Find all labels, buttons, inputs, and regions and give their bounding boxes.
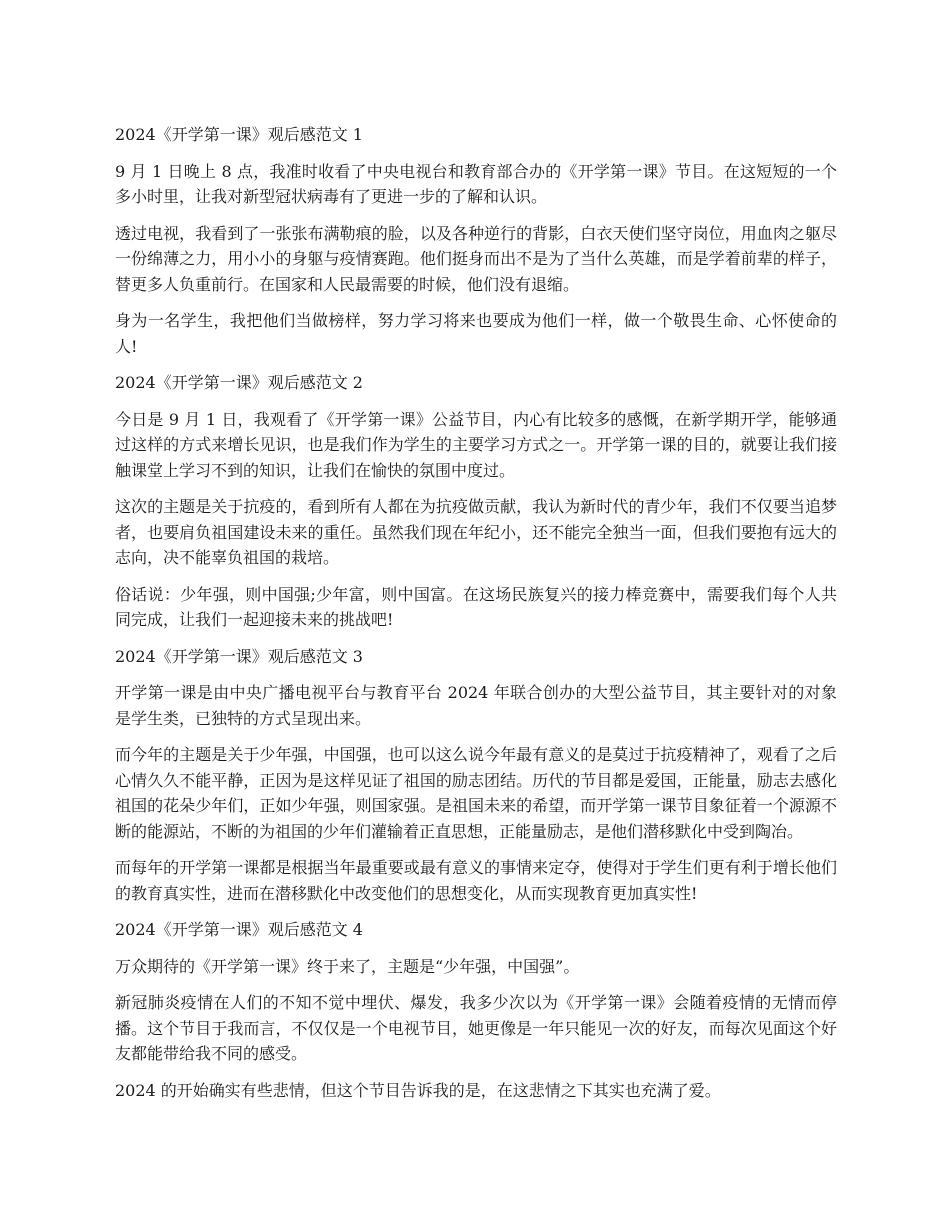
paragraph: 2024 的开始确实有些悲情，但这个节目告诉我的是，在这悲情之下其实也充满了爱。 <box>115 1080 721 1100</box>
essay-section-2 <box>115 370 837 633</box>
section-title: 2024《开学第一课》观后感范文 3 <box>115 646 363 666</box>
paragraph: 这次的主题是关于抗疫的，看到所有人都在为抗疫做贡献，我认为新时代的青少年，我们不仅要当追梦者，也要肩负祖国建设未来的重任。虽然我们现在年纪小，还不能完全独当一面，但我们要抱有远大的志向，决不能辜负祖国的栽培。 <box>115 497 837 567</box>
paragraph: 而今年的主题是关于少年强，中国强，也可以这么说今年最有意义的是莫过于抗疫精神了，观看了之后心情久久不能平静，正因为是这样见证了祖国的励志团结。历代的节目都是爱国，正能量，励志去感化祖国的花朵少年们，正如少年强，则国家强。是祖国未来的希望，而开学第一课节目象征着一个源源不断的能源站，不断的为祖国的少年们灌输着正直思想，正能量励志，是他们潜移默化中受到陶冶。 <box>115 745 837 841</box>
paragraph: 今日是 9 月 1 日，我观看了《开学第一课》公益节目，内心有比较多的感慨，在新学期开学，能够通过这样的方式来增长见识，也是我们作为学生的主要学习方式之一。开学第一课的目的，就要让我们接触课堂上学习不到的知识，让我们在愉快的氛围中度过。 <box>115 409 837 480</box>
section-title: 2024《开学第一课》观后感范文 2 <box>115 373 363 392</box>
paragraph: 开学第一课是由中央广播电视平台与教育平台 2024 年联合创办的大型公益节目，其主要针对的对象是学生类，已独特的方式呈现出来。 <box>115 683 837 728</box>
essay-section-4 <box>115 917 837 1103</box>
paragraph: 而每年的开学第一课都是根据当年最重要或最有意义的事情来定夺，使得对于学生们更有利于增长他们的教育真实性，进而在潜移默化中改变他们的思想变化，从而实现教育更加真实性! <box>115 858 837 903</box>
essay-section-1 <box>115 122 837 359</box>
paragraph: 身为一名学生，我把他们当做榜样，努力学习将来也要成为他们一样，做一个敬畏生命、心怀使命的人! <box>115 311 837 356</box>
section-title: 2024《开学第一课》观后感范文 1 <box>115 125 363 144</box>
section-title: 2024《开学第一课》观后感范文 4 <box>115 920 363 939</box>
paragraph: 新冠肺炎疫情在人们的不知不觉中埋伏、爆发，我多少次以为《开学第一课》会随着疫情的无情而停播。这个节目于我而言，不仅仅是一个电视节目，她更像是一年只能见一次的好友，而每次见面这个好友都能带给我不同的感受。 <box>115 993 837 1063</box>
paragraph: 9 月 1 日晚上 8 点，我准时收看了中央电视台和教育部合办的《开学第一课》节目。在这短短的一个多小时里，让我对新型冠状病毒有了更进一步的了解和认识。 <box>115 161 837 206</box>
paragraph: 俗话说：少年强，则中国强;少年富，则中国富。在这场民族复兴的接力棒竞赛中，需要我们每个人共同完成，让我们一起迎接未来的挑战吧! <box>115 584 837 629</box>
paragraph: 万众期待的《开学第一课》终于来了，主题是“少年强，中国强”。 <box>115 956 580 976</box>
document-page <box>115 122 837 1114</box>
paragraph: 透过电视，我看到了一张张布满勒痕的脸，以及各种逆行的背影，白衣天使们坚守岗位，用血肉之躯尽一份绵薄之力，用小小的身躯与疫情赛跑。他们挺身而出不是为了当什么英雄，而是学着前辈的样子，替更多人负重前行。在国家和人民最需要的时候，他们没有退缩。 <box>115 223 837 294</box>
essay-section-3 <box>115 644 837 907</box>
